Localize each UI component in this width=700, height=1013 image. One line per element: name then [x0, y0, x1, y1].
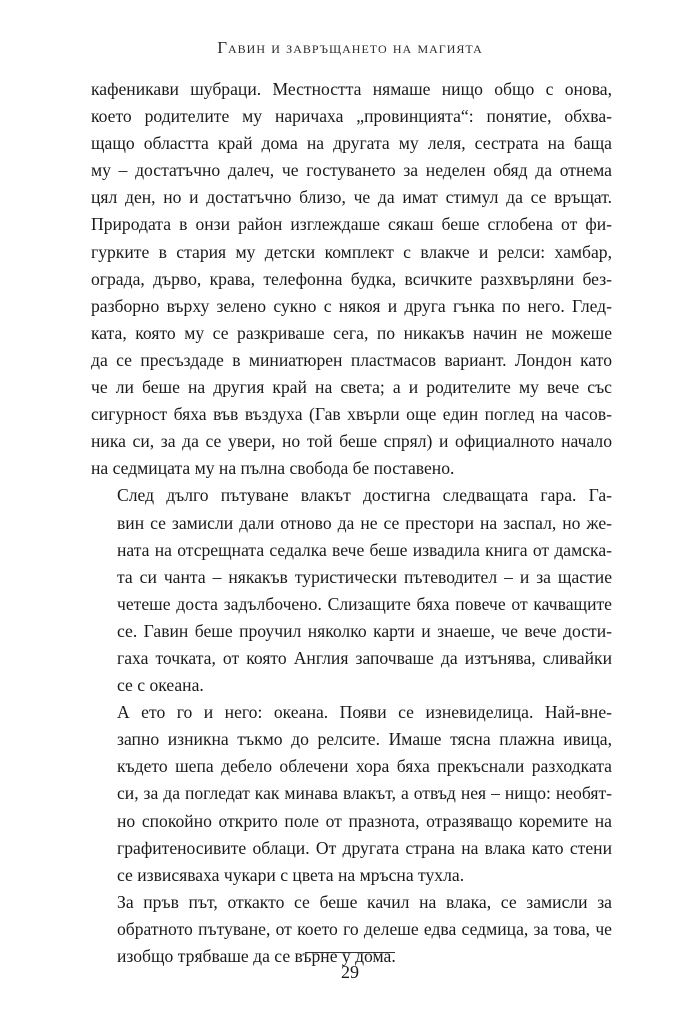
text-line: се. Гавин беше проучил няколко карти и знаеше, че вече дости-: [117, 620, 612, 641]
text-line: След дълго пътуване влакът достигна следващата гара. Га-: [117, 485, 612, 506]
text-line: където шепа дебело облечени хора бяха прекъснали разходката: [117, 756, 612, 777]
text-line: сигурност бяха във въздуха (Гав хвърли още един поглед на часов-: [91, 404, 612, 425]
paragraph: [91, 482, 612, 699]
footer-rule: [305, 952, 395, 953]
text-line: но спокойно открито поле от празнота, отразяващо коремите на: [117, 810, 612, 831]
text-line: си, за да погледат как минава влакът, а отвъд нея – нищо: необят-: [117, 783, 612, 804]
text-line: да се пресъздаде в миниатюрен пластмасов вариант. Лондон като: [91, 349, 612, 370]
text-line: изобщо трябваше да се върне у дома.: [117, 946, 396, 966]
text-line: ограда, дърво, крава, телефонна будка, всичките разхвърляни без-: [91, 268, 612, 289]
text-line: което родителите му наричаха „провинцията“: понятие, обхва-: [91, 106, 612, 127]
paragraph: [91, 889, 612, 970]
paragraph: [91, 76, 612, 482]
paragraph: [91, 699, 612, 889]
text-line: гаха точката, от която Англия започваше да изтънява, сливайки: [117, 647, 612, 668]
text-line: гурките в стария му детски комплект с влакче и релси: хамбар,: [91, 241, 612, 262]
text-line: ката, която му се разкриваше сега, по никакъв начин не можеше: [91, 322, 612, 343]
text-line: цял ден, но и достатъчно близо, че да имат стимул да се връщат.: [91, 187, 612, 208]
text-line: ната на отсрещната седалка вече беше извадила книга от дамска-: [117, 539, 612, 560]
running-head-title: Гавин и завръщането на магията: [217, 38, 483, 57]
text-line: А ето го и него: океана. Появи се изневиделица. Най-вне-: [117, 702, 612, 723]
text-line: на седмицата му на пълна свобода бе поставено.: [91, 458, 455, 479]
text-line: графитеносивите облаци. От другата страна на влака като стени: [117, 837, 612, 858]
text-line: вин се замисли дали отново да не се престори на заспал, но же-: [117, 512, 612, 533]
text-line: че ли беше на другия край на света; а и родителите му вече със: [91, 377, 612, 398]
page-number: 29: [341, 962, 359, 982]
text-line: щащо областта край дома на другата му леля, сестрата на баща: [91, 133, 612, 154]
text-line: ника си, за да се увери, но той беше спрял) и официалното начало: [91, 431, 612, 452]
text-line: запно изникна тъкмо до релсите. Имаше тясна плажна ивица,: [117, 729, 612, 750]
text-line: За пръв път, откакто се беше качил на влака, се замисли за: [117, 891, 612, 912]
text-line: Природата в онзи район изглеждаше сякаш беше сглобена от фи-: [91, 214, 612, 235]
text-line: обратното пътуване, от което го делеше едва седмица, за това, че: [117, 918, 612, 939]
text-line: кафеникави шубраци. Местността нямаше нищо общо с онова,: [91, 79, 612, 99]
text-line: разборно върху зелено сукно с някоя и друга гънка по него. Глед-: [91, 295, 612, 316]
text-line: му – достатъчно далеч, че гостуването за неделен обяд да отнема: [91, 160, 612, 181]
text-line: четеше доста задълбочено. Слизащите бяха повече от качващите: [117, 593, 612, 614]
body-text: [91, 76, 612, 970]
text-line: се с океана.: [117, 675, 204, 696]
text-line: та си чанта – някакъв туристически пътеводител – и за щастие: [117, 566, 612, 587]
text-line: се извисяваха чукари с цвета на мръсна тухла.: [117, 864, 465, 885]
